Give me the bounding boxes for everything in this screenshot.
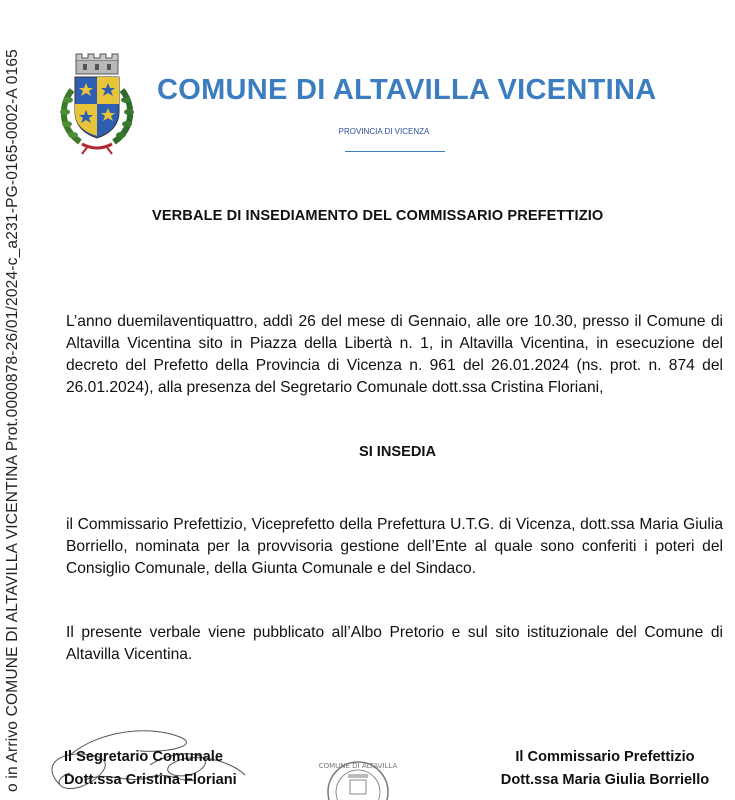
coat-of-arms-icon — [58, 50, 136, 155]
decision-heading: SI INSEDIA — [358, 444, 437, 460]
publication-paragraph: Il presente verbale viene pubblicato all’Albo Pretorio e sul sito istituzionale del Comune di Altavilla Vicentina. — [66, 624, 723, 663]
municipal-seal-icon — [318, 750, 398, 800]
commissioner-role: Il Commissario Prefettizio — [515, 749, 695, 765]
commissioner-signature-block — [490, 746, 720, 792]
secretary-role: Il Segretario Comunale — [64, 749, 223, 765]
commissioner-name: Dott.ssa Maria Giulia Borriello — [500, 772, 710, 788]
secretary-name: Dott.ssa Cristina Floriani — [64, 772, 237, 788]
town-title: COMUNE DI ALTAVILLA VICENTINA — [157, 74, 657, 106]
opening-paragraph: L’anno duemilaventiquattro, addì 26 del mese di Gennaio, alle ore 10.30, presso il Comune di Altavilla Vicentina sito in Piazza della Libertà n. 1, in Altavilla Vicentina, in esecuzione del decreto del Prefetto della Provincia di Vicenza n. 961 del 26.01.2024 (ns. prot. n. 874 del 26.01.2024), alla presenza del Segretario Comunale dott.ssa Cristina Floriani, — [66, 313, 723, 396]
seal-text: COMUNE DI ALTAVILLA — [318, 762, 398, 770]
protocol-stamp: o in Arrivo COMUNE DI ALTAVILLA VICENTINA Prot.0000878-26/01/2024-c_a231-PG-0165-0002-A 0165 — [4, 49, 21, 792]
commissioner-paragraph: il Commissario Prefettizio, Viceprefetto della Prefettura U.T.G. di Vicenza, dott.ssa Maria Giulia Borriello, nominata per la provvisoria gestione dell’Ente al quale sono conferiti i poteri del Consiglio Comunale, della Giunta Comunale e del Sindaco. — [66, 516, 723, 577]
document-heading: VERBALE DI INSEDIAMENTO DEL COMMISSARIO PREFETTIZIO — [152, 208, 604, 224]
title-divider — [345, 151, 445, 152]
province-label: PROVINCIA DI VICENZA — [338, 127, 430, 136]
secretary-signature-block — [64, 746, 237, 792]
